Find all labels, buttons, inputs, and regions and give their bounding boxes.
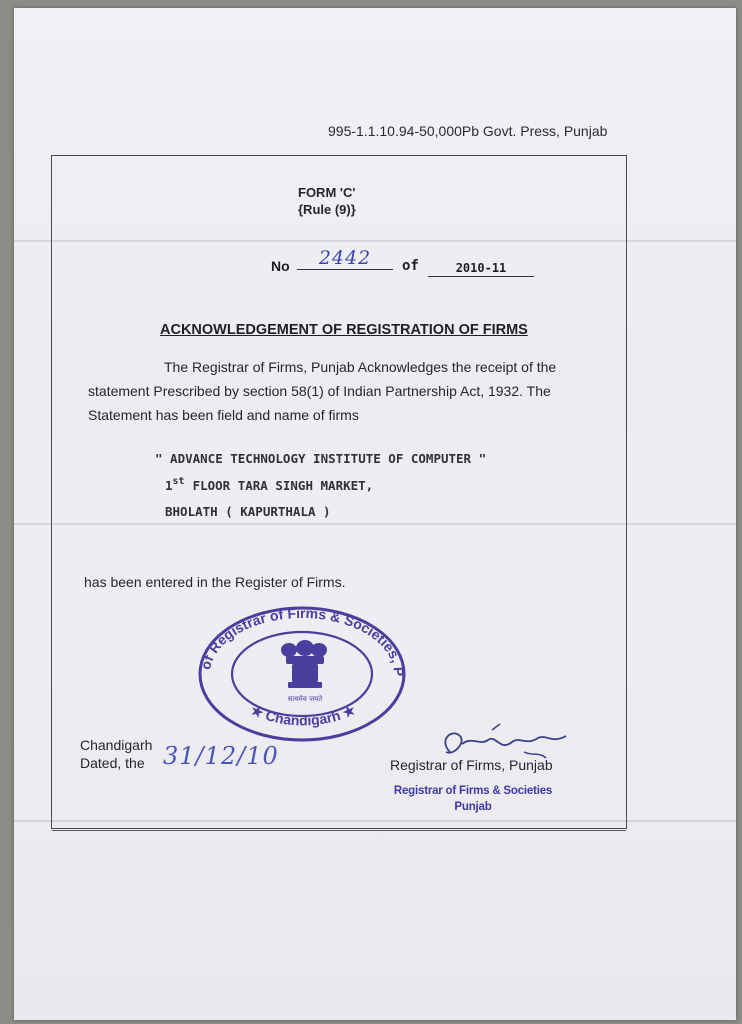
registrar-label: Registrar of Firms, Punjab bbox=[390, 757, 553, 773]
body-paragraph: The Registrar of Firms, Punjab Acknowledges the receipt of the statement Prescribed by section 58(1) of Indian Partnership Act, 1932. The Statement has been field and name of firms bbox=[88, 359, 557, 423]
emblem-motto: सत्यमेव जयते bbox=[287, 695, 323, 703]
dated-label: Dated, the bbox=[80, 755, 145, 771]
registration-of-label: of bbox=[402, 258, 419, 274]
printer-line: 995-1.1.10.94-50,000Pb Govt. Press, Punjab bbox=[328, 123, 608, 139]
firm-name-line: " ADVANCE TECHNOLOGY INSTITUTE OF COMPUTER " bbox=[155, 451, 487, 466]
registration-year: 2010-11 bbox=[428, 260, 534, 277]
entered-statement: has been entered in the Register of Firms. bbox=[84, 574, 346, 590]
seal-bottom-text: ★ Chandigarh ★ bbox=[248, 701, 358, 729]
official-seal bbox=[188, 600, 414, 751]
form-rule: {Rule (9)} bbox=[298, 202, 356, 217]
registrar-stamp-title: Registrar of Firms & Societies bbox=[393, 785, 553, 797]
emblem-icon bbox=[281, 640, 327, 688]
registration-number: 2442 bbox=[297, 247, 393, 270]
floor-address: FLOOR TARA SINGH MARKET, bbox=[192, 478, 374, 493]
registrar-stamp bbox=[393, 783, 553, 815]
form-title: FORM 'C' bbox=[298, 185, 356, 200]
place-name: Chandigarh bbox=[80, 737, 153, 753]
registrar-stamp-state: Punjab bbox=[454, 801, 492, 813]
document-heading: ACKNOWLEDGEMENT OF REGISTRATION OF FIRMS bbox=[160, 322, 528, 338]
form-bottom-rule bbox=[52, 830, 626, 831]
handwritten-date: 31/12/10 bbox=[163, 742, 279, 770]
seal-graphic bbox=[188, 600, 414, 746]
place-block bbox=[80, 736, 152, 772]
firm-address-line bbox=[165, 478, 373, 493]
firm-city-line: BHOLATH ( KAPURTHALA ) bbox=[165, 504, 331, 519]
floor-number: 1 bbox=[165, 478, 173, 493]
seal-outer-text: of Registrar of Firms & Societies, P bbox=[197, 604, 408, 677]
form-title-block bbox=[298, 184, 356, 218]
floor-suffix: st bbox=[172, 476, 185, 487]
registration-no-label: No bbox=[271, 258, 290, 274]
